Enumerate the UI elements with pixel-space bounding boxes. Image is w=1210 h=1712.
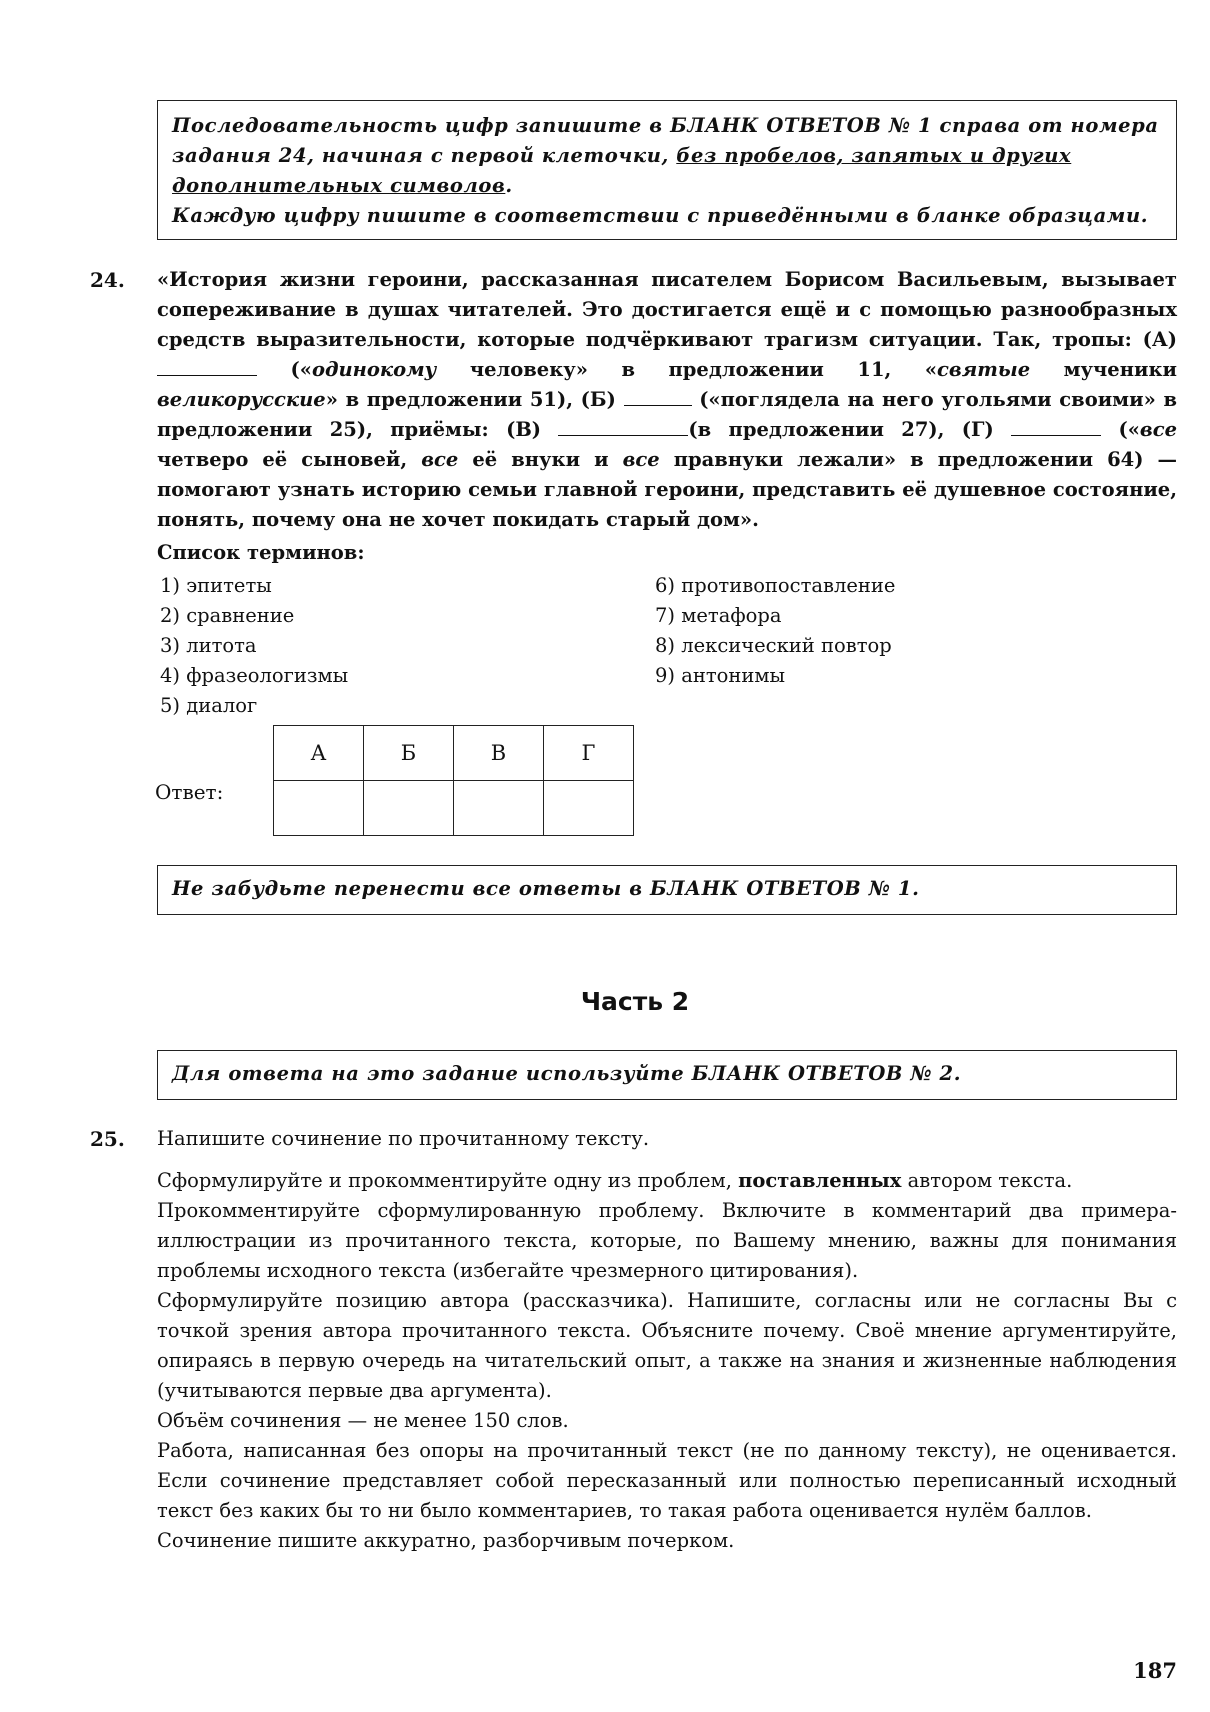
term-item: 7) метафора [655,604,782,627]
page-number: 187 [1133,1658,1177,1683]
term-item: 6) противопоставление [655,574,896,597]
term-item: 3) литота [160,634,257,657]
task-24-text-part: человеку» в предложении 11, « [436,358,938,381]
task-24-text-part: «История жизни героини, рассказанная писателем Борисом Васильевым, вызывает сопереживание в душах читателей. Это достигается ещё и с помощью разнообразных средств выразительности, которые подчёркивают трагизм ситуации. Так, тропы: (А) [157,268,1177,351]
task-24-italic: одинокому [311,358,437,381]
task-24-italic: великорусские [157,388,326,411]
instruction-underlined-text: без пробелов, запятых и других дополнительных символов [172,144,1072,197]
task-25-p6: Работа, написанная без опоры на прочитанный текст (не по данному тексту), не оценивается. Если сочинение представляет собой пересказанный или полностью переписанный исходный текст без каких бы то ни было комментариев, то такая работа оценивается нулём баллов. [157,1439,1177,1522]
term-item: 2) сравнение [160,604,295,627]
blank-a [157,357,257,376]
task-24-italic: все [421,448,459,471]
answer-table [273,725,634,836]
blank-b [624,387,692,406]
task-number-24: 24. [90,268,125,292]
answer-cell-g[interactable] [544,781,634,836]
task-24-text-part: правнуки лежали» в предложении 64) — помогают узнать историю семьи главной героини, представить её душевное состояние, понять, почему она не хочет покидать старый дом». [157,448,1178,531]
answer-cell-b[interactable] [364,781,454,836]
answer-cell-a[interactable] [274,781,364,836]
task-25-p3: Прокомментируйте сформулированную проблему. Включите в комментарий два примера-иллюстрации из прочитанного текста, которые, по Вашему мнению, важны для понимания проблемы исходного текста (избегайте чрезмерного цитирования). [157,1199,1177,1282]
instruction-text-2: Каждую цифру пишите в соответствии с приведёнными в бланке образцами. [172,204,1149,227]
blank-g [1011,417,1101,436]
task-number-25: 25. [90,1127,125,1151]
answer-header-g: Г [544,726,634,781]
answer-header-b: Б [364,726,454,781]
task-25-text [157,1124,1177,1556]
term-item: 8) лексический повтор [655,634,892,657]
task-25-p2-a: Сформулируйте и прокомментируйте одну из проблем, [157,1169,739,1192]
instruction-text: Последовательность цифр запишите в БЛАНК ОТВЕТОВ № 1 справа от номера задания 24, начиная с первой клеточки, [172,114,1159,167]
blank-v [558,417,688,436]
answer-header-a: А [274,726,364,781]
task-25-p1: Напишите сочинение по прочитанному тексту. [157,1127,650,1150]
reminder-text: Не забудьте перенести все ответы в БЛАНК ОТВЕТОВ № 1. [172,877,920,900]
term-item: 1) эпитеты [160,574,272,597]
task-25-p2 [157,1166,1177,1196]
instruction-text-end: . [505,174,513,197]
task-24-italic: все [622,448,660,471]
instruction-box [157,100,1177,240]
task-24-text-part: («поглядела на него угольями своими» в предложении 25), приёмы: (В) [157,388,1177,441]
task-24-text-part: четверо её сыновей, [157,448,422,471]
task-25-p5: Объём сочинения — не менее 150 слов. [157,1409,569,1432]
task-24-text-part: мученики [1030,358,1177,381]
part-2-instruction-box [157,1050,1177,1100]
task-24-italic: святые [937,358,1031,381]
task-24-text-part: (« [1118,418,1140,441]
task-24-text-part: » в предложении 51), (Б) [325,388,616,411]
task-25-p2-c: автором текста. [901,1169,1073,1192]
task-24-text-part: (в предложении 27), (Г) [688,418,994,441]
task-24-text-part: (« [290,358,312,381]
terms-title: Список терминов: [157,541,365,564]
task-25-p2-bold: поставленных [738,1169,902,1192]
part-2-instruction-text: Для ответа на это задание используйте БЛАНК ОТВЕТОВ № 2. [172,1062,962,1085]
term-item: 4) фразеологизмы [160,664,349,687]
task-24-text [157,265,1177,535]
task-25-p7: Сочинение пишите аккуратно, разборчивым почерком. [157,1529,735,1552]
task-24-text-part: её внуки и [458,448,623,471]
terms-list-left [160,571,348,721]
answer-cell-v[interactable] [454,781,544,836]
term-item: 5) диалог [160,694,258,717]
terms-list-right [655,571,895,691]
task-25-p4: Сформулируйте позицию автора (рассказчика). Напишите, согласны или не согласны Вы с точкой зрения автора прочитанного текста. Объясните почему. Своё мнение аргументируйте, опираясь в первую очередь на читательский опыт, а также на знания и жизненные наблюдения (учитываются первые два аргумента). [157,1289,1177,1402]
term-item: 9) антонимы [655,664,786,687]
answer-header-v: В [454,726,544,781]
reminder-box [157,865,1177,915]
answer-label: Ответ: [155,780,224,804]
part-2-title: Часть 2 [580,987,690,1016]
task-24-italic: все [1139,418,1177,441]
